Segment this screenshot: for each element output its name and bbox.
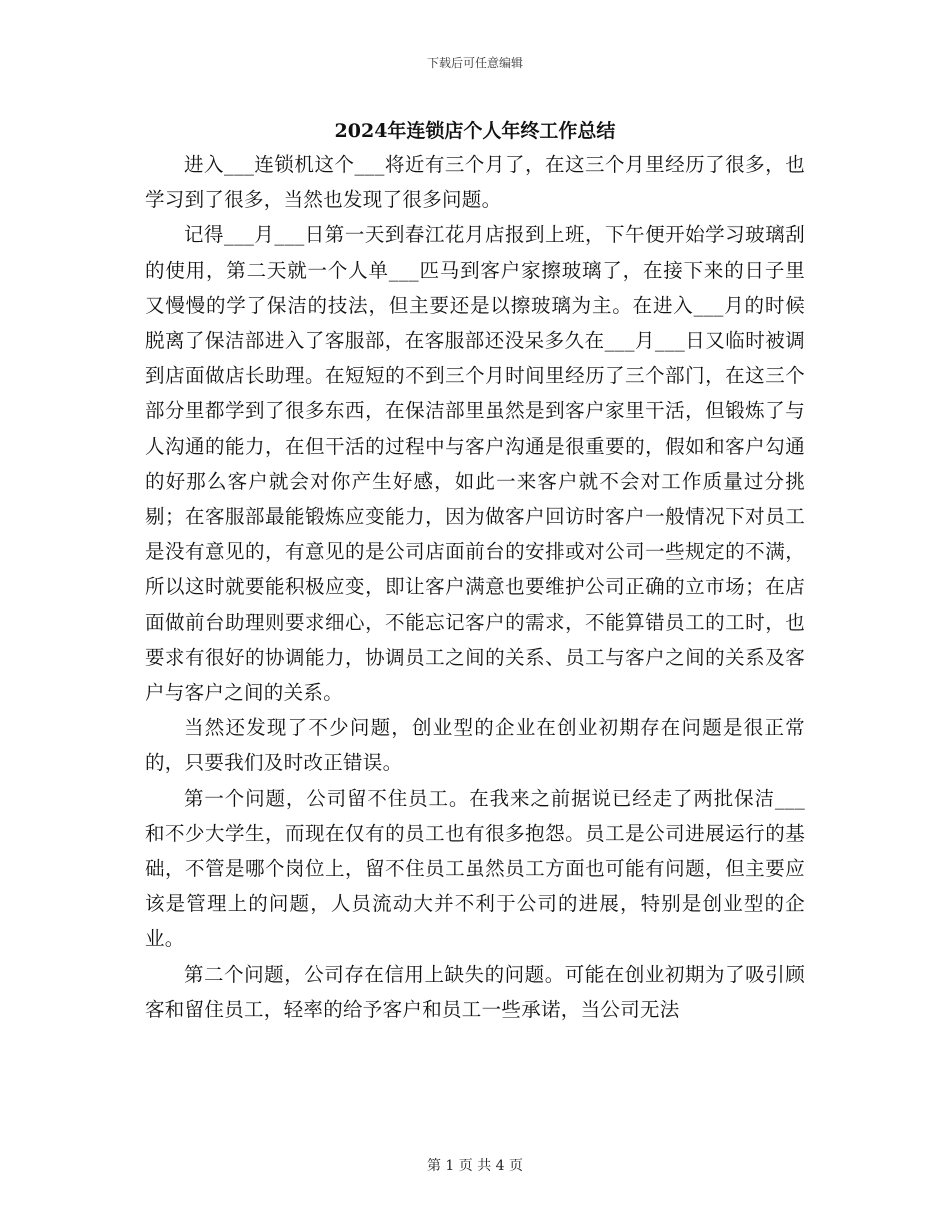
paragraph: 第二个问题，公司存在信用上缺失的问题。可能在创业初期为了吸引顾客和留住员工，轻率的给予客户和员工一些承诺，当公司无法 <box>145 962 805 1021</box>
paragraph: 第一个问题，公司留不住员工。在我来之前据说已经走了两批保洁___和不少大学生，而现在仅有的员工也有很多抱怨。员工是公司进展运行的基础，不管是哪个岗位上，留不住员工虽然员工方面也可能有问题，但主要应该是管理上的问题，人员流动大并不利于公司的进展，特别是创业型的企业。 <box>145 786 805 951</box>
page-number: 第 1 页 共 4 页 <box>426 1158 524 1174</box>
header-note: 下载后可任意编辑 <box>426 56 523 70</box>
paragraph: 当然还发现了不少问题，创业型的企业在创业初期存在问题是很正常的，只要我们及时改正错误。 <box>145 716 805 775</box>
paragraph: 记得___月___日第一天到春江花月店报到上班，下午便开始学习玻璃刮的使用，第二天就一个人单___匹马到客户家擦玻璃了，在接下来的日子里又慢慢的学了保洁的技法，但主要还是以擦玻璃为主。在进入___月的时候脱离了保洁部进入了客服部，在客服部还没呆多久在___月___日又临时被调到店面做店长助理。在短短的不到三个月时间里经历了三个部门，在这三个部分里都学到了很多东西，在保洁部里虽然是到客户家里干活，但锻炼了与人沟通的能力，在但干活的过程中与客户沟通是很重要的，假如和客户勾通的好那么客户就会对你产生好感，如此一来客户就不会对工作质量过分挑剔；在客服部最能锻炼应变能力，因为做客户回访时客户一般情况下对员工是没有意见的，有意见的是公司店面前台的安排或对公司一些规定的不满，所以这时就要能积极应变，即让客户满意也要维护公司正确的立市场；在店面做前台助理则要求细心，不能忘记客户的需求，不能算错员工的工时，也要求有很好的协调能力，协调员工之间的关系、员工与客户之间的关系及客户与客户之间的关系。 <box>145 223 805 705</box>
document-title: 2024年连锁店个人年终工作总结 <box>334 120 616 142</box>
document-body <box>145 147 805 1027</box>
paragraph: 进入___连锁机这个___将近有三个月了，在这三个月里经历了很多，也学习到了很多，当然也发现了很多问题。 <box>145 153 805 212</box>
